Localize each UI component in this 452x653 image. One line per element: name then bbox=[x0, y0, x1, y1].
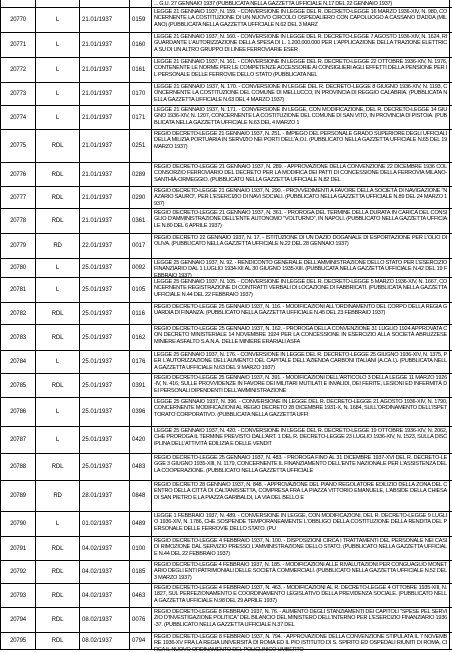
act-type: L bbox=[36, 398, 80, 426]
record-number: 20795 bbox=[0, 633, 36, 649]
table-row bbox=[0, 234, 452, 259]
act-description: REGIO DECRETO-LEGGE 4 FEBBRAIO 1937, N. 100. - DISPOSIZIONI CIRCA I TRATTAMENTI DEL PERSONALE NEI CASI DI RIMOZIONE DAL SERVIZIO PRESSO L'AMMINISTRAZIONE DELLO STATO. (PUBBLICATO NELLA GAZZETTA UFFICIALE N.44 DEL 22 FEBBRAIO 1937) bbox=[152, 537, 450, 560]
table-row bbox=[0, 561, 452, 584]
act-description: REGIO DECRETO-LEGGE 21 GENNAIO 1937, N. 361. - PROROGA DEL TERMINE DELLA DURATA IN CARICA DEL CONSIGLIO D'AMMINISTRAZIONE DELL'ENTE AUTONOMO "VOLTURNO", IN NAPOLI. (PUBBLICATO NELLA GAZZETTA UFFICIALE N.80 DEL 6 APRILE 1937) bbox=[152, 209, 450, 233]
act-description: LEGGE 25 GENNAIO 1937, N. 420. - CONVERSIONE IN LEGGE DEL R. DECRETO-LEGGE 19 OTTOBRE 1936-XIV, N. 2062, CHE PROROGA IL TERMINE PREVISTO DALL'ART. 1 DEL R. DECRETO-LEGGE 23 LUGLIO 1936-XIV, N. 1523, SULLA DISCIPLINA DELL'ATTIVITÀ EDILIZIA E DELLE VENDIT bbox=[152, 427, 450, 453]
act-code bbox=[130, 0, 152, 7]
act-date: 21.01/1937 bbox=[80, 106, 130, 129]
record-number bbox=[0, 0, 36, 7]
act-code: 0420 bbox=[130, 427, 152, 453]
act-description: LEGGE 21 GENNAIO 1937, N. 159. - CONVERSIONE IN LEGGE DEL R. DECRETO-LEGGE 16 MARZO 1936-XIV, N. 980, CONCERNENTE LA COSTITUZIONE DI UN NUOVO CIRCOLO OSPEDALIERO CON CAPOLUOGO A CASSANO D'ADDA (MILANO) (PUBBLICATA NELLA GAZZETTA UFFICIALE N.62 DEL 3 MARZ bbox=[152, 8, 450, 32]
act-description: LEGGE 25 GENNAIO 1937, N. 105. - CONVERSIONE IN LEGGE DEL R. DECRETO-LEGGE 5 MARZO 1936-XIV, N. 1667, CONCERNENTE REGISTRAZIONE DI CONTRATTI VERBALI DI LOCAZIONE DI FABBRICATI. (PUBBLICATA NELLA GAZZETTA UFFICIALE N.44 DEL 22 FEBBRAIO 1937) bbox=[152, 278, 450, 302]
act-type: L bbox=[36, 259, 80, 277]
table-row bbox=[0, 454, 452, 481]
record-number: 20789 bbox=[0, 481, 36, 511]
table-row bbox=[0, 83, 452, 106]
act-description: LEGGE 21 GENNAIO 1937, N. 160. - CONVERSIONE IN LEGGE DEL R. DECRETO-LEGGE 7 AGOSTO 1936-XIV, N. 1624, RIGUARDANTE L'AUTORIZZAZIONE DELLA SPESA DI L. 1.200.000.000 PER L'APPLICAZIONE DELLA TRAZIONE ELETTRICA SU DI UN ALTRO GRUPPO DI LINEE FERROVIARIE ESER bbox=[152, 33, 450, 57]
record-number: 20791 bbox=[0, 537, 36, 560]
act-code: 0361 bbox=[130, 209, 152, 233]
record-number: 20780 bbox=[0, 259, 36, 277]
act-type: RDL bbox=[36, 325, 80, 350]
act-type: RDL bbox=[36, 584, 80, 607]
table-row bbox=[0, 209, 452, 234]
act-date: 21.01/1937 bbox=[80, 8, 130, 32]
table-row bbox=[0, 584, 452, 608]
act-date: 25.01/1937 bbox=[80, 398, 130, 426]
act-description: REGIO DECRETO-LEGGE 4 FEBBRAIO 1937, N. 185. - MODIFICAZIONI ALLE RIVALUTAZIONI PER CONGUAGLIO MONETARIO DEGLI ENTI PATRIMONIALI DELLE SOCIETÀ COMMERCIALI. (PUBBLICATO NELLA GAZZETTA UFFICIALE N.52 DEL 3 MARZO 1937) bbox=[152, 561, 450, 583]
record-number: 20792 bbox=[0, 561, 36, 583]
act-description: REGIO DECRETO-LEGGE 25 GENNAIO 1937, N. 116. - MODIFICAZIONI ALL'ORDINAMENTO DEL CORPO DELLA REGIA GUARDIA DI FINANZA. (PUBBLICATO NELLA GAZZETTA UFFICIALE N.45 DEL 23 FEBBRAIO 1937) bbox=[152, 303, 450, 324]
act-code: 0794 bbox=[130, 633, 152, 649]
record-number: 20784 bbox=[0, 351, 36, 373]
record-number: 20776 bbox=[0, 163, 36, 186]
act-date: 25.01/1937 bbox=[80, 427, 130, 453]
act-description: REGIO DECRETO-LEGGE 25 GENNAIO 1937, N. 483. - PROROGA FINO AL 31 DICEMBRE 1937-XVI DEL R. DECRETO-LEGGE 3 GIUGNO 1935-XIII, N. 1179, CONCERNENTE IL FINANZIAMENTO DELL'ENTE NAZIONALE PER L'ASSISTENZA DELLA COOPERAZIONE. (PUBBLICATO NELLA GAZZETTA UFFICIALE bbox=[152, 454, 450, 480]
act-code: 0396 bbox=[130, 398, 152, 426]
act-code: 0161 bbox=[130, 58, 152, 82]
act-code: 0171 bbox=[130, 106, 152, 129]
act-type: RDL bbox=[36, 130, 80, 162]
act-code: 0017 bbox=[130, 234, 152, 258]
act-type: L bbox=[36, 427, 80, 453]
act-type: L bbox=[36, 8, 80, 32]
act-type: L bbox=[36, 278, 80, 302]
act-code: 0251 bbox=[130, 130, 152, 162]
act-code: 0463 bbox=[130, 584, 152, 607]
act-date: 04.02/1937 bbox=[80, 537, 130, 560]
act-type: L bbox=[36, 351, 80, 373]
act-date: 21.01/1937 bbox=[80, 130, 130, 162]
table-row bbox=[0, 398, 452, 427]
act-type: RD bbox=[36, 481, 80, 511]
table-row bbox=[0, 58, 452, 83]
table-row bbox=[0, 106, 452, 130]
act-description: LEGGE 21 GENNAIO 1937, N. 171. - CONVERSIONE IN LEGGE, CON MODIFICAZIONE, DEL R. DECRETO-LEGGE 14 GIUGNO 1936-XIV, N. 1207, CONCERNENTE LA COSTITUZIONE DEL COMUNE DI SAN VITO, IN PROVINCIA DI PISTOIA. (PUBBLICATA NELLA GAZZETTA UFFICIALE N.63 DEL 4 MARZO 1 bbox=[152, 106, 450, 129]
table-row bbox=[0, 374, 452, 398]
act-code: 0489 bbox=[130, 512, 152, 536]
act-description: LEGGE 1 FEBBRAIO 1937, N. 489. - CONVERSIONE IN LEGGE, CON MODIFICAZIONI, DEL R. DECRETO-LEGGE 9 LUGLIO 1936-XIV, N. 1786, CHE SOSPENDE TEMPORANEAMENTE L'OBBLIGO DELLA COSTITUZIONE DELLA RENDITA DEL PERSONALE DELLE FERROVIE DELLO STATO. (PU bbox=[152, 512, 450, 536]
record-number: 20781 bbox=[0, 278, 36, 302]
act-type: L bbox=[36, 83, 80, 105]
act-date bbox=[80, 0, 130, 7]
record-number: 20778 bbox=[0, 209, 36, 233]
act-date: 08.02/1937 bbox=[80, 608, 130, 632]
act-date: 21.01/1937 bbox=[80, 209, 130, 233]
act-code: 0176 bbox=[130, 351, 152, 373]
table-row bbox=[0, 0, 452, 8]
act-description: REGIO DECRETO-LEGGE 21 GENNAIO 1937, N. 251. - IMPIEGO DEL PERSONALE GRADO SUPERIORE DEGLI UFFICIALI DELLA MILIZIA PORTUARIA IN SERVIZIO NEI PORTI DELL'A.O.I. (PUBBLICATO NELLA GAZZETTA UFFICIALE N.65 DEL 19 MARZO 1937) bbox=[152, 130, 450, 162]
act-description: REGIO DECRETO-LEGGE 25 GENNAIO 1937, N. 391. - MODIFICAZIONI DELL'ARTICOLO 3 DELLA LEGGE 11 MARZO 1926-IV, N. 416, SULLE PROVVIDENZE IN FAVORE DEI MILITARI MUTILATI E INVALIDI, DEI FERITE, LESIONI ED INFERMITÀ DEI PERSONALI DIPENDENTI DELL'AMMINISTRAZIONE bbox=[152, 374, 450, 397]
act-description: LEGGE 25 GENNAIO 1937, N. 176. - CONVERSIONE IN LEGGE DEL R. DECRETO-LEGGE 25 GIUGNO 1936-XIV, N. 1375, PER L'AUTORIZZAZIONE DELL'AUMENTO DEL CAPITALE DELL'AZIENDA CARBONI ITALIANI (A.CA.I.). (PUBBLICATA NELLA GAZZETTA UFFICIALE N.63 DEL 9 MARZO 1937) bbox=[152, 351, 450, 373]
act-date: 22.01/1937 bbox=[80, 234, 130, 258]
act-code: 0100 bbox=[130, 537, 152, 560]
act-code: 0092 bbox=[130, 259, 152, 277]
act-type: RDL bbox=[36, 608, 80, 632]
table-row bbox=[0, 8, 452, 33]
table-row bbox=[0, 259, 452, 278]
table-row bbox=[0, 163, 452, 187]
act-type: RDL bbox=[36, 163, 80, 186]
record-number: 20788 bbox=[0, 454, 36, 480]
record-number: 20772 bbox=[0, 58, 36, 82]
act-description: LEGGE 25 GENNAIO 1937, N. 92. - RENDICONTO GENERALE DELL'AMMINISTRAZIONE DELLO STATO PER L'ESERCIZIO FINANZIARIO DAL 1 LUGLIO 1934-XII AL 30 GIUGNO 1935-XIII. (PUBBLICATA NELLA GAZZETTA UFFICIALE N.42 DEL 19 FEBBRAIO 1937) bbox=[152, 259, 450, 277]
record-number: 20773 bbox=[0, 83, 36, 105]
act-code: 0116 bbox=[130, 303, 152, 324]
act-type: RD bbox=[36, 234, 80, 258]
act-description: REGIO DECRETO-LEGGE 8 FEBBRAIO 1937, N. 794. - APPROVAZIONE DELLA CONVENZIONE STIPULATA IL 7 NOVEMBRE 1936-XV FRA LA REGIA UNIVERSITÀ DI ROMA ED IL PIO ISTITUTO DI S. SPIRITO ED OSPEDALI RIUNITI DI ROMA, CIRCA IL NUOVO ORDINAMENTO DEL POLICLINICO UMBERTO bbox=[152, 633, 450, 649]
act-date: 25.01/1937 bbox=[80, 325, 130, 350]
act-date: 28.01/1937 bbox=[80, 481, 130, 511]
act-description: LEGGE 21 GENNAIO 1937, N. 161. - CONVERSIONE IN LEGGE DEL R. DECRETO-LEGGE 22 OTTOBRE 1936-XIV, N. 1976, CONTENENTE LE NORME PER LE COMPETENZE ACCESSORIE AI CONSIGLIERI AGLI EFFETTI DELLA PENSIONE PER IL PERSONALE DELLE FERROVIE DELLO STATO (PUBBLICATA NEL bbox=[152, 58, 450, 82]
table-row bbox=[0, 537, 452, 561]
act-code: 0483 bbox=[130, 454, 152, 480]
record-number: 20790 bbox=[0, 512, 36, 536]
act-type bbox=[36, 0, 80, 7]
act-type: RDL bbox=[36, 209, 80, 233]
table-row bbox=[0, 633, 452, 653]
act-date: 25.01/1937 bbox=[80, 351, 130, 373]
act-type: RDL bbox=[36, 454, 80, 480]
record-number: 20779 bbox=[0, 234, 36, 258]
act-description: REGIO DECRETO 22 GENNAIO 1937, N. 17. - ISTITUZIONE DI UN DAZIO DOGANALE DI ESPORTAZIONE PER L'OLIO DI OLIVA. (PUBBLICATO NELLA GAZZETTA UFFICIALE N.22 DEL 28 GENNAIO 1937) bbox=[152, 234, 450, 258]
act-date: 08.02/1937 bbox=[80, 633, 130, 649]
act-description: LEGGE 25 GENNAIO 1937, N. 396. - CONVERSIONE IN LEGGE DEL R. DECRETO-LEGGE 21 AGOSTO 1936-XIV, N. 1790, CONCERNENTE MODIFICAZIONI AL REGIO DECRETO 28 DICEMBRE 1931-X, N. 1684, SULL'ORDINAMENTO DELL'ISPETTORATO CORPORATIVO. (PUBBLICATA NELLA GAZZETTA UFFI bbox=[152, 398, 450, 426]
act-code: 0162 bbox=[130, 325, 152, 350]
act-date: 21.01/1937 bbox=[80, 163, 130, 186]
act-description: ... G.U. 27 GENNAIO 1937 (PUBBLICATA NELLA GAZZETTA UFFICIALE N.17 DEL 22 GENNAIO 1937) bbox=[152, 0, 450, 7]
act-code: 0391 bbox=[130, 374, 152, 397]
act-type: L bbox=[36, 512, 80, 536]
act-type: RDL bbox=[36, 187, 80, 208]
act-date: 25.01/1937 bbox=[80, 454, 130, 480]
act-type: RDL bbox=[36, 633, 80, 649]
record-number: 20785 bbox=[0, 374, 36, 397]
act-type: RDL bbox=[36, 303, 80, 324]
act-code: 0290 bbox=[130, 187, 152, 208]
record-number: 20782 bbox=[0, 303, 36, 324]
record-number: 20775 bbox=[0, 130, 36, 162]
act-code: 0076 bbox=[130, 608, 152, 632]
record-number: 20793 bbox=[0, 584, 36, 607]
act-description: LEGGE 21 GENNAIO 1937, N. 170. - CONVERSIONE IN LEGGE DEL R. DECRETO-LEGGE 8 GIUGNO 1936-XIV, N. 1193, CONCERNENTE LA COSTITUZIONE DEL COMUNE DI MELLUCCO, IN PROVINCIA DI REGGIO CALABRIA. (PUBBLICATA NELLA GAZZETTA UFFICIALE N.63 DEL 4 MARZO 1937) bbox=[152, 83, 450, 105]
table-row bbox=[0, 187, 452, 209]
act-description: REGIO DECRETO-LEGGE 4 FEBBRAIO 1937, N. 463. - MODIFICAZIONI AL R. DECRETO-LEGGE 4 OTTOBRE 1935-XIII, N. 1827, SUL PERFEZIONAMENTO E COORDINAMENTO LEGISLATIVO DELLA PREVIDENZA SOCIALE. (PUBBLICATO NELLA GAZZETTA UFFICIALE N.98 DEL 29 APRILE 1937) bbox=[152, 584, 450, 607]
record-number: 20794 bbox=[0, 608, 36, 632]
act-type: L bbox=[36, 106, 80, 129]
act-type: RDL bbox=[36, 561, 80, 583]
act-type: L bbox=[36, 33, 80, 57]
act-code: 0159 bbox=[130, 8, 152, 32]
act-date: 25.01/1937 bbox=[80, 259, 130, 277]
table-row bbox=[0, 278, 452, 303]
act-code: 0160 bbox=[130, 33, 152, 57]
table-row bbox=[0, 481, 452, 512]
record-number: 20777 bbox=[0, 187, 36, 208]
act-type: RDL bbox=[36, 537, 80, 560]
table-row bbox=[0, 351, 452, 374]
act-date: 21.01/1937 bbox=[80, 33, 130, 57]
table-row bbox=[0, 130, 452, 163]
act-date: 04.02/1937 bbox=[80, 561, 130, 583]
act-code: 0185 bbox=[130, 561, 152, 583]
act-description: REGIO DECRETO 28 GENNAIO 1937, N. 848. - APPROVAZIONE DEL PIANO REGOLATORE EDILIZIO DELLA ZONA DEL CENTRO DELLA CITTÀ DI CALTANISSETTA, COMPRESA FRA LA PIAZZA VITTORIO EMANUELE, L'ABSIDE DELLA CHIESA DI SAN PIETRO E LA PIAZZA GARIBALDI, LA VIA DEL BELLO E bbox=[152, 481, 450, 511]
act-date: 21.01/1937 bbox=[80, 83, 130, 105]
act-code: 0848 bbox=[130, 481, 152, 511]
act-date: 21.01/1937 bbox=[80, 187, 130, 208]
table-row bbox=[0, 325, 452, 351]
act-description: REGIO DECRETO-LEGGE 25 GENNAIO 1937, N. 162. - PROROGA DELLA CONVENZIONE 31 LUGLIO 1924 APPROVATA CON DECRETO MINISTERIALE 14 NOVEMBRE 1924 PER LA CONCESSIONE IN ESERCIZIO ALLA SOCIETÀ ABRUZZESE MINIERE ASFALTO S.A.N.A. DELLE MINIERE ERARIALI ASFA bbox=[152, 325, 450, 350]
act-code: 0289 bbox=[130, 163, 152, 186]
act-date: 04.02/1937 bbox=[80, 584, 130, 607]
table-row bbox=[0, 427, 452, 454]
record-number: 20774 bbox=[0, 106, 36, 129]
act-code: 0105 bbox=[130, 278, 152, 302]
act-date: 01.02/1937 bbox=[80, 512, 130, 536]
act-code: 0170 bbox=[130, 83, 152, 105]
act-date: 21.01/1937 bbox=[80, 58, 130, 82]
record-number: 20771 bbox=[0, 33, 36, 57]
act-type: RDL bbox=[36, 374, 80, 397]
record-number: 20770 bbox=[0, 8, 36, 32]
act-date: 25.01/1937 bbox=[80, 303, 130, 324]
table-row bbox=[0, 33, 452, 58]
act-description: REGIO DECRETO-LEGGE 8 FEBBRAIO 1937, N. 76. - AUMENTO DEGLI STANZIAMENTI DEI CAPITOLI "SPESE PEL SERVIZIO D'INVESTIGAZIONE POLITICA" DEL BILANCIO DEL MINISTERO DELL'INTERNO PER L'ESERCIZIO FINANZIARIO 1936-37. (PUBBLICATO NELLA GAZZETTA UFFICIALE N.37 DEL bbox=[152, 608, 450, 632]
record-number: 20783 bbox=[0, 325, 36, 350]
act-date: 25.01/1937 bbox=[80, 374, 130, 397]
table-row bbox=[0, 608, 452, 633]
record-number: 20786 bbox=[0, 398, 36, 426]
act-description: REGIO DECRETO-LEGGE 21 GENNAIO 1937, N. 289. - APPROVAZIONE DELLA CONVENZIONE 22 DICEMBRE 1936 COL CONSORZIO FERROVIARIO DEL DECRETO PER LA MODIFICA DEI PATTI DI CONCESSIONE DELLA FERROVIA MILANO-SANTHIÀ-ORMEGGIO. (PUBBLICATO NELLA GAZZETTA UFFICIALE N.82 DEL bbox=[152, 163, 450, 186]
record-number: 20787 bbox=[0, 427, 36, 453]
act-description: REGIO DECRETO-LEGGE 21 GENNAIO 1937, N. 290. - PROVVEDIMENTI A FAVORE DELLA SOCIETÀ DI NAVIGAZIONE "NAZARIO SAURO", PER L'ESERCIZIO DI NAVI SOCIALI. (PUBBLICATO NELLA GAZZETTA UFFICIALE N.89 DEL 24 MARZO 1937) bbox=[152, 187, 450, 208]
table-row bbox=[0, 512, 452, 537]
table-row bbox=[0, 303, 452, 325]
act-date: 25.01/1937 bbox=[80, 278, 130, 302]
act-type: L bbox=[36, 58, 80, 82]
